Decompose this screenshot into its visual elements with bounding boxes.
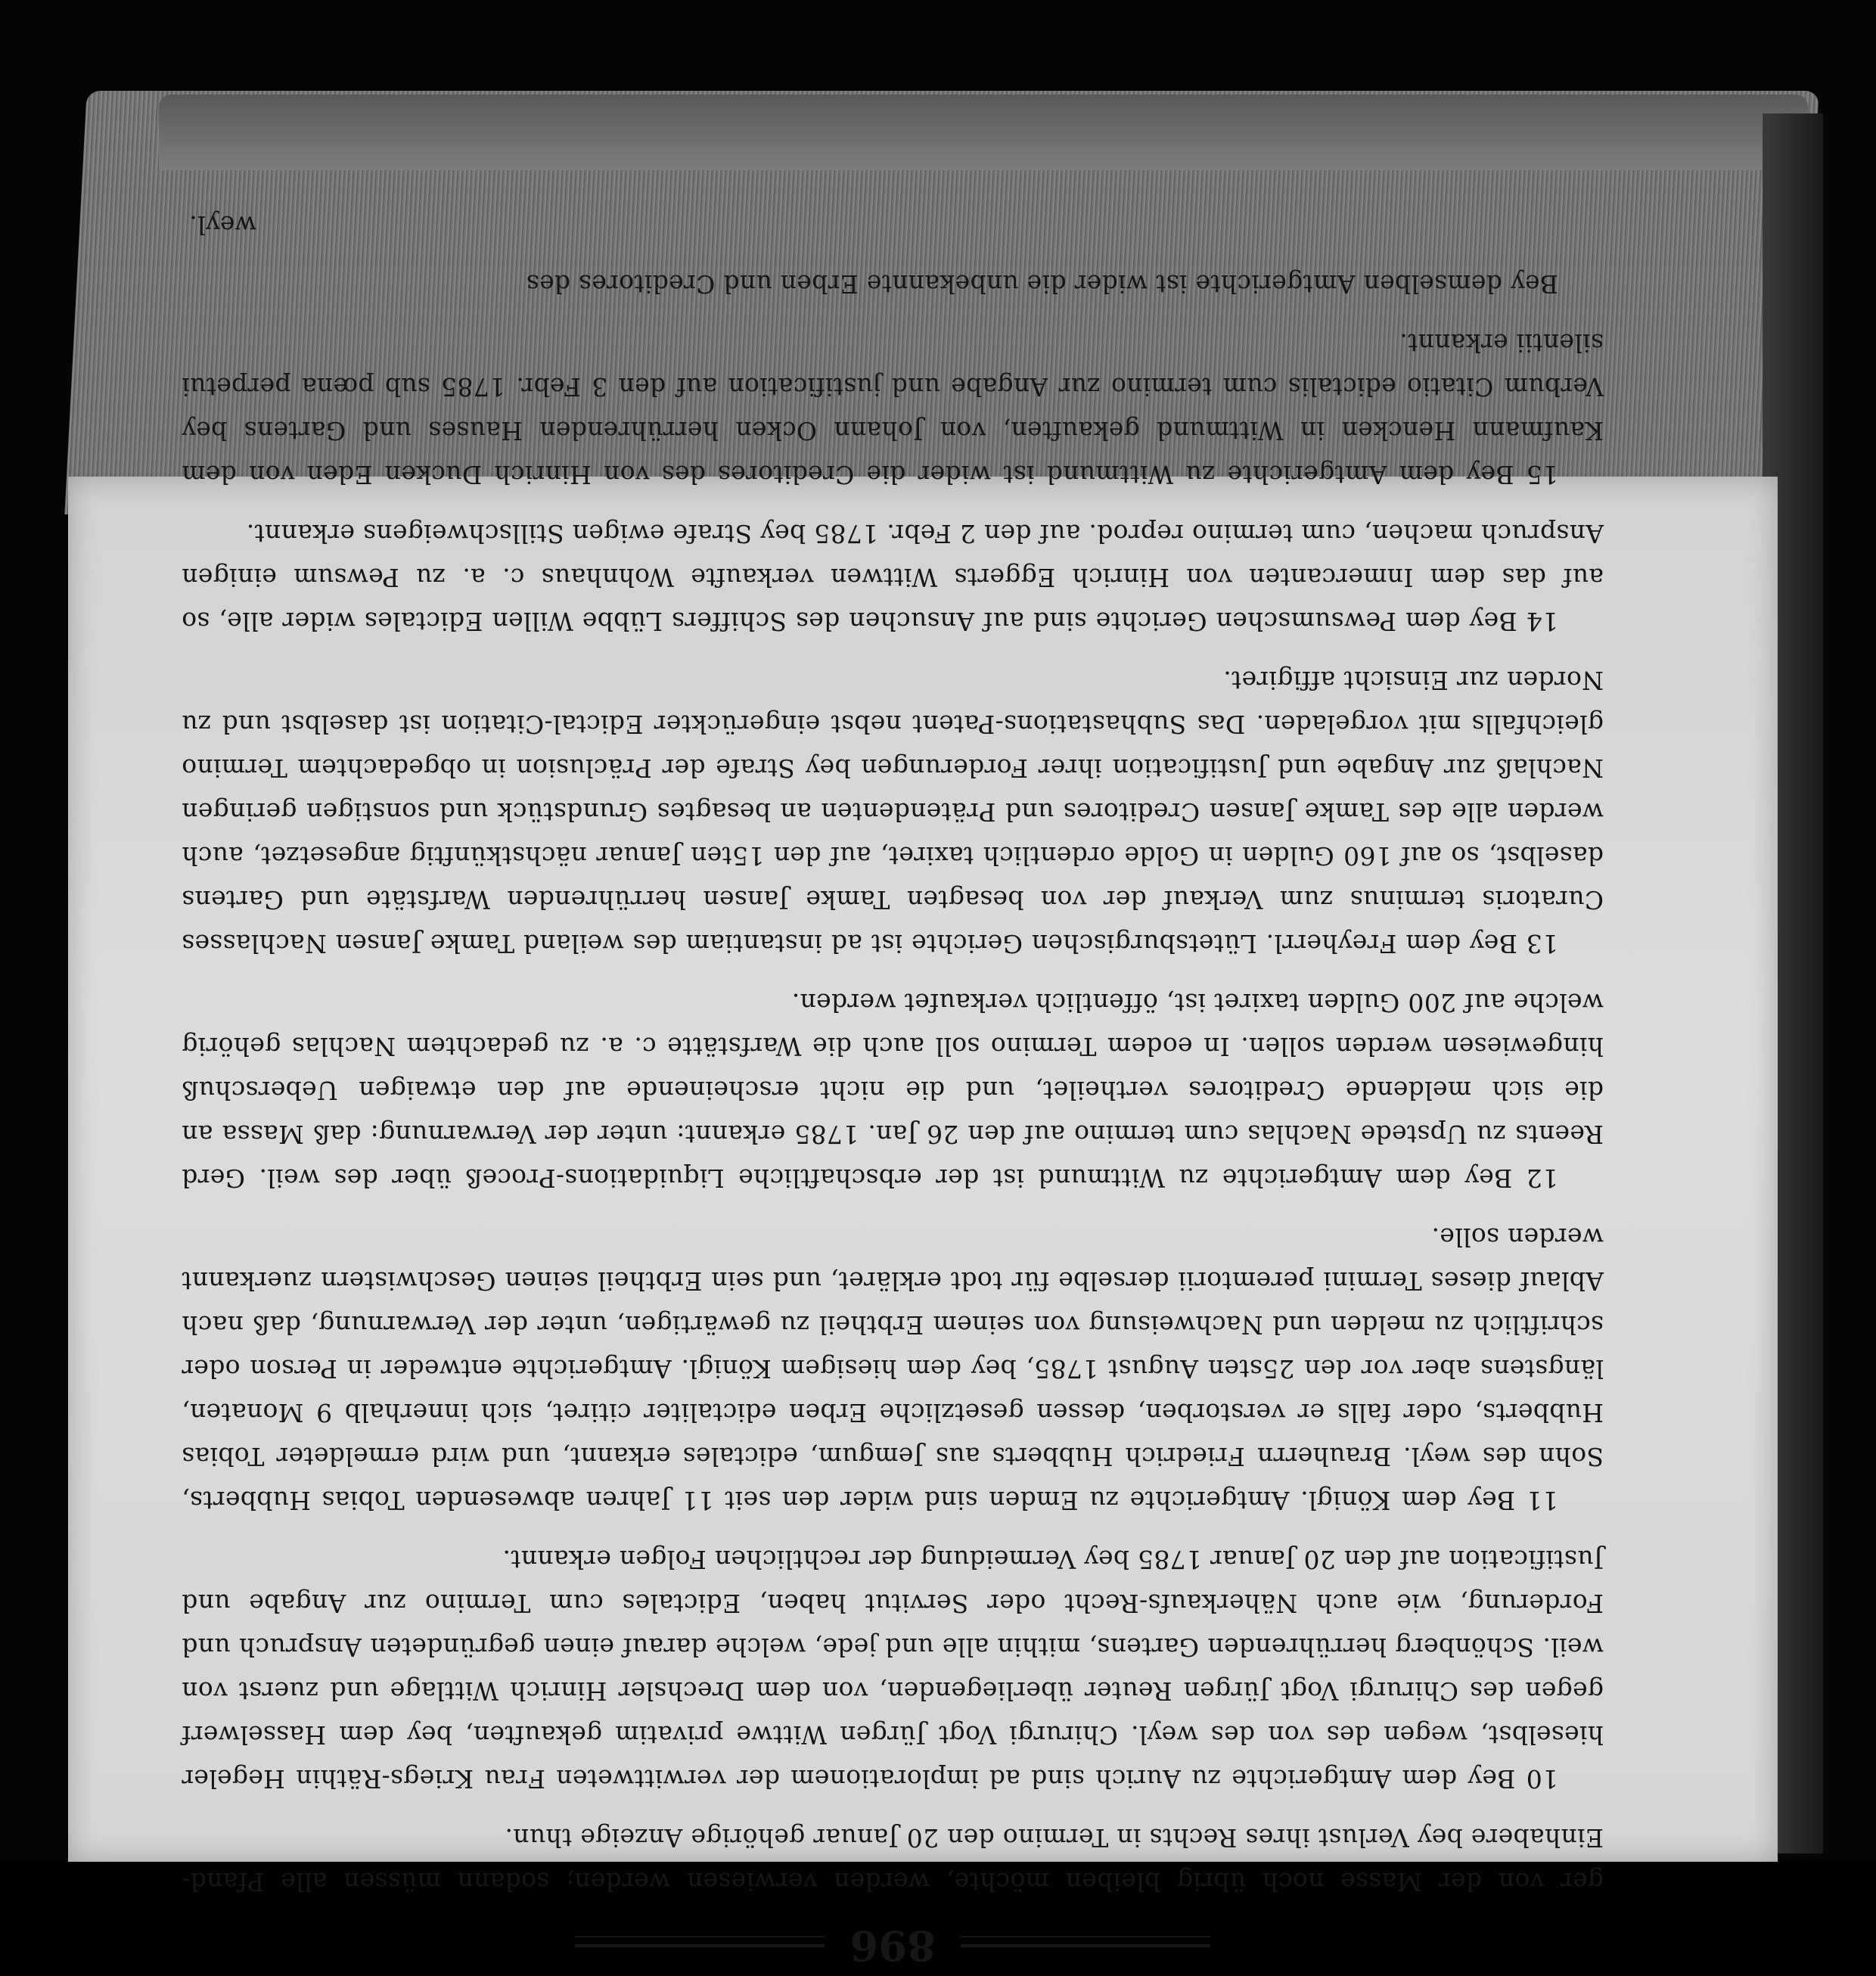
catchword: weyl. xyxy=(189,210,256,240)
paragraph-12: 12 Bey dem Amtgerichte zu Wittmund ist der erbschaftliche Liquidations-Proceß über des weil. Gerd Reents zu Upstede Nachlas cum termino auf den 26 Jan. 1785 erkannt: unter der Verwarnung: daß Massa an die sich meldende Creditores vertheilet, und die nicht erscheinende auf den etwaigen Ueberschuß hingewiesen werden sollen. In eodem Termino soll auch die Warfstätte c. a. zu gedachtem Nachlas gehörig welche auf 200 Gulden taxiret ist, öffentlich verkaufet werden. xyxy=(182,988,1604,1193)
paragraph-13: 13 Bey dem Freyherrl. Lütetsburgischen Gerichte ist ad instantiam des weiland Tamke Jansen Nachlasses Curatoris terminus zum Verkauf der von besagten Tamke Jansen herrührenden Warfstäte und Gartens daselbst, so auf 160 Gulden in Golde ordentlich taxiret, auf den 15ten Januar nächstkünftig angesetzet, auch werden alle des Tamke Jansen Creditores und Prätendenten an besagtes Grundstück und sonstigen geringen Nachlaß zur Angabe und Justification ihrer Forderungen bey Strafe der Präclusion in obgedachtem Termino gleichfalls mit vorgeladen. Das Subhastations-Patent nebst eingerückter Edictal-Citation ist daselbst und zu Norden zur Einsicht affigiret. xyxy=(182,666,1604,958)
paragraph-continuation: ger von der Masse noch übrig bleiben möchte, werden verwiesen werden; sodann müssen alle Pfand-Einhabere bey Verlust ihres Rechts in Termino den 20 Januar gehörige Anzeige thun. xyxy=(182,1823,1604,1897)
page-header xyxy=(182,1915,1604,1976)
paragraph-11: 11 Bey dem Königl. Amtgerichte zu Emden sind wider den seit 11 Jahren abwesenden Tobias Hubberts, Sohn des weyl. Brauherrn Friedrich Hubberts aus Jemgum, edictales erkannt, und wird ermeldeter Tobias Hubberts, oder falls er verstorben, dessen gesetzliche Erben edictaliter citiret, sich innerhalb 9 Monaten, längstens aber vor den 25sten August 1785, bey dem hiesigem Königl. Amtgerichte entweder in Person oder schriftlich zu melden und Nachweisung von seinem Erbtheil zu gewärtigen, unter der Verwarnung, daß nach Ablauf dieses Termini peremtorii derselbe für todt erkläret, und sein Erbtheil seinen Geschwistern zuerkannt werden solle. xyxy=(182,1223,1604,1515)
page-number: 896 xyxy=(849,1922,936,1970)
paragraph-10: 10 Bey dem Amtgerichte zu Aurich sind ad implorationem der verwittweten Frau Kriegs-Räthin Hegeler hieselbst, wegen des von des weyl. Chirurgi Vogt Jürgen Wittwe privatim gekauften, bey dem Hasselwerf gegen des Chirurgi Vogt Jürgen Reuter überliegenden, von dem Drechsler Hinrich Wittlage und zuerst von weil. Schönberg herrührenden Gartens, mithin alle und jede, welche darauf einen gegründeten Anspruch und Forderung, wie auch Näherkaufs-Recht oder Servitut haben, Edictales cum Termino zur Angabe und Justification auf den 20 Januar 1785 bey Vermeidung der rechtlichen Folgen erkannt. xyxy=(182,1545,1604,1794)
paragraph-15: 15 Bey dem Amtgerichte zu Wittmund ist wider die Creditores des von Hinrich Ducken Eden von dem Kaufmann Hencken in Wittmund gekauften, von Johann Ocken herrührenden Hauses und Gartens bey Verbum Citatio edictalis cum termino zur Angabe und justification auf den 3 Febr. 1785 sub pœna perpetui silentii erkannt. xyxy=(182,328,1604,489)
page-text-block xyxy=(182,203,1604,1976)
header-rule-right xyxy=(575,1936,825,1947)
paragraph-14: 14 Bey dem Pewsumschen Gerichte sind auf Ansuchen des Schiffers Lübbe Willen Edictales wider alle, so auf das dem Inmercanten von Hinrich Eggerts Wittwen verkaufte Wohnhaus c. a. zu Pewsum einigen Anspruch machen, cum termino reprod. auf den 2 Febr. 1785 bey Strafe ewigen Stillschweigens erkannt. xyxy=(182,519,1604,636)
header-rule-left xyxy=(961,1936,1210,1947)
paragraph-16: Bey demselben Amtgerichte ist wider die unbekannte Erben und Creditores des xyxy=(526,269,1558,299)
book-spine-top xyxy=(159,95,1808,170)
